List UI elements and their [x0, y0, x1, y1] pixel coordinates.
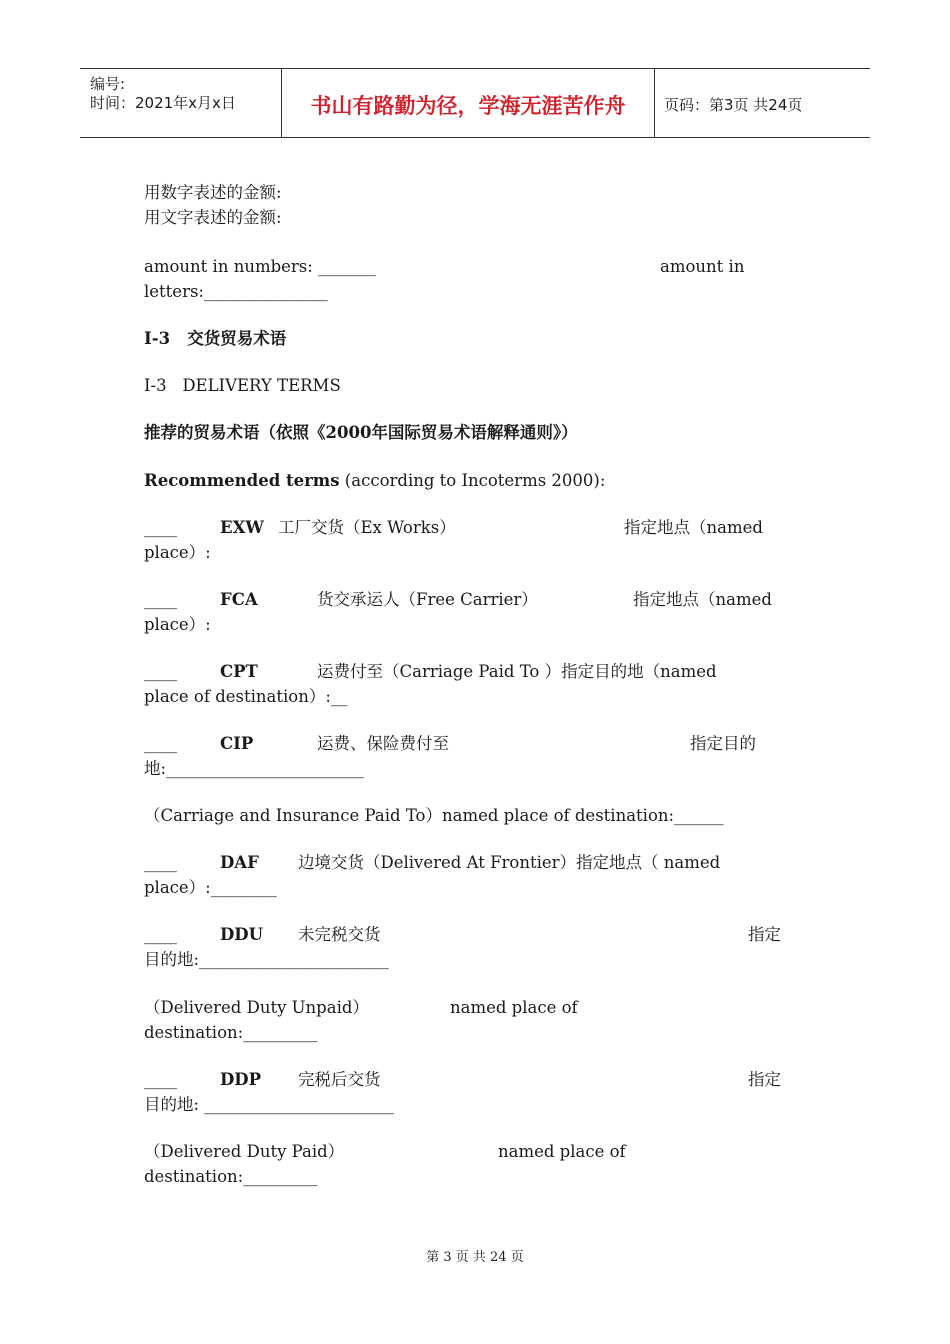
ddp-en: （Delivered Duty Paid）	[144, 1142, 345, 1161]
ddp-named: named place of	[498, 1142, 626, 1161]
term-right: 指定地点（named	[624, 518, 763, 537]
term-right: 指定目的	[690, 734, 756, 753]
page-header	[80, 68, 870, 138]
term-line2: 地:________________________	[144, 759, 365, 778]
ddu-en: （Delivered Duty Unpaid）	[144, 998, 369, 1017]
page-footer: 第 3 页 共 24 页	[426, 1250, 524, 1265]
term-line2: 目的地:_______________________	[144, 950, 389, 969]
term-code: CPT	[220, 662, 258, 681]
term-desc: 运费、保险费付至	[317, 734, 449, 753]
section-title-en: I-3 DELIVERY TERMS	[144, 376, 341, 395]
amount-numbers-en: amount in numbers: _______	[144, 257, 376, 276]
recommended-en	[144, 470, 605, 492]
letters-en: letters:_______________	[144, 282, 328, 301]
header-left-cell	[80, 69, 280, 137]
term-desc: 边境交货（Delivered At Frontier）指定地点（ named	[298, 853, 721, 872]
term-desc: 工厂交货（Ex Works）	[278, 518, 456, 537]
term-code: FCA	[220, 590, 258, 609]
term-desc: 未完税交货	[298, 925, 381, 944]
term-desc: 运费付至（Carriage Paid To ）指定目的地（named	[317, 662, 717, 681]
cip-en-line: （Carriage and Insurance Paid To）named place of destination:______	[144, 806, 724, 825]
term-code: CIP	[220, 734, 254, 753]
term-code: DAF	[220, 853, 259, 872]
header-middle-cell	[281, 69, 655, 137]
term-right: 指定地点（named	[633, 590, 772, 609]
recommended-en-bold: Recommended terms	[144, 471, 340, 490]
header-right-cell	[654, 69, 870, 137]
amount-letters-cn: 用文字表述的金额:	[144, 208, 282, 227]
term-line2: place）:	[144, 543, 211, 562]
ddp-dest: destination:_________	[144, 1167, 318, 1186]
term-blank: ____	[144, 1070, 177, 1089]
term-right: 指定	[748, 925, 781, 944]
term-blank: ____	[144, 518, 177, 537]
term-code: EXW	[220, 518, 264, 537]
term-blank: ____	[144, 853, 177, 872]
header-motto: 书山有路勤为径，学海无涯苦作舟	[310, 94, 626, 118]
header-page-info: 页码：第3页 共24页	[664, 96, 803, 114]
ddu-named: named place of	[450, 998, 578, 1017]
amount-in-en: amount in	[660, 257, 745, 276]
amount-numbers-cn: 用数字表述的金额:	[144, 183, 282, 202]
term-line2: 目的地: _______________________	[144, 1095, 395, 1114]
date-label: 时间：2021年x月x日	[90, 94, 236, 112]
term-desc: 完税后交货	[298, 1070, 381, 1089]
term-blank: ____	[144, 590, 177, 609]
term-code: DDU	[220, 925, 264, 944]
term-line2: place of destination）:__	[144, 687, 348, 706]
term-blank: ____	[144, 662, 177, 681]
recommended-en-rest: (according to Incoterms 2000):	[339, 471, 606, 490]
section-title-cn: I-3 交货贸易术语	[144, 329, 287, 348]
term-blank: ____	[144, 734, 177, 753]
serial-label: 编号:	[90, 75, 126, 93]
term-line2: place）:________	[144, 878, 277, 897]
term-line2: place）:	[144, 615, 211, 634]
term-right: 指定	[748, 1070, 781, 1089]
term-blank: ____	[144, 925, 177, 944]
recommended-cn: 推荐的贸易术语（依照《2000年国际贸易术语解释通则》）	[144, 423, 578, 442]
term-desc: 货交承运人（Free Carrier）	[317, 590, 538, 609]
ddu-dest: destination:_________	[144, 1023, 318, 1042]
term-code: DDP	[220, 1070, 262, 1089]
